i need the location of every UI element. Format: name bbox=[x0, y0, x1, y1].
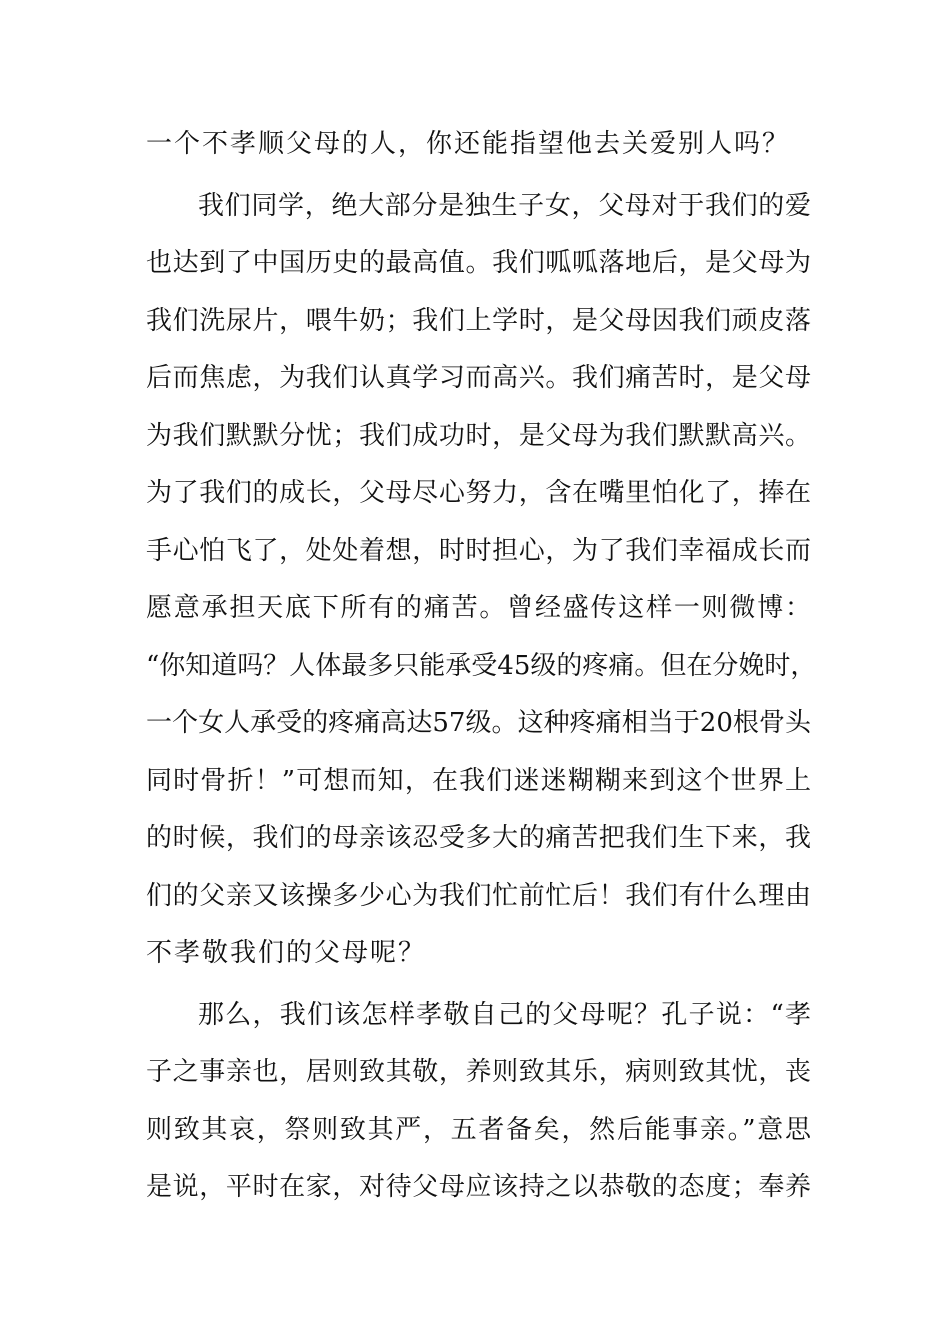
text-line: 后而焦虑，为我们认真学习而高兴。我们痛苦时，是父母 bbox=[146, 363, 811, 393]
text-line: 一个不孝顺父母的人，你还能指望他去关爱别人吗？ bbox=[146, 129, 791, 159]
text-line: 我们洗尿片，喂牛奶；我们上学时，是父母因我们顽皮落 bbox=[146, 305, 811, 336]
text-line: 手心怕飞了，处处着想，时时担心，为了我们幸福成长而 bbox=[146, 535, 811, 566]
text-line: 的时候，我们的母亲该忍受多大的痛苦把我们生下来，我 bbox=[146, 823, 811, 853]
text-line: “你知道吗？人体最多只能承受45级的疼痛。但在分娩时， bbox=[146, 650, 817, 681]
text-line: 也达到了中国历史的最高值。我们呱呱落地后，是父母为 bbox=[146, 248, 811, 278]
text-line: 愿意承担天底下所有的痛苦。曾经盛传这样一则微博： bbox=[146, 593, 811, 623]
text-line: 是说，平时在家，对待父母应该持之以恭敬的态度；奉养 bbox=[146, 1172, 811, 1202]
text-line: 我们同学，绝大部分是独生子女，父母对于我们的爱 bbox=[198, 190, 811, 221]
text-line: 同时骨折！”可想而知，在我们迷迷糊糊来到这个世界上 bbox=[146, 765, 811, 796]
text-line: 一个女人承受的疼痛高达57级。这种疼痛相当于20根骨头 bbox=[146, 708, 811, 738]
text-line: 们的父亲又该操多少心为我们忙前忙后！我们有什么理由 bbox=[146, 880, 811, 911]
text-line: 则致其哀，祭则致其严，五者备矣，然后能事亲。”意思 bbox=[146, 1114, 811, 1145]
text-line: 那么，我们该怎样孝敬自己的父母呢？孔子说：“孝 bbox=[198, 999, 811, 1030]
body-text bbox=[146, 116, 817, 1217]
text-line: 子之事亲也，居则致其敬，养则致其乐，病则致其忧，丧 bbox=[146, 1057, 811, 1087]
text-line: 为了我们的成长，父母尽心努力，含在嘴里怕化了，捧在 bbox=[146, 478, 811, 508]
text-line: 不孝敬我们的父母呢？ bbox=[146, 938, 427, 968]
text-line: 为我们默默分忧；我们成功时，是父母为我们默默高兴。 bbox=[146, 420, 811, 451]
